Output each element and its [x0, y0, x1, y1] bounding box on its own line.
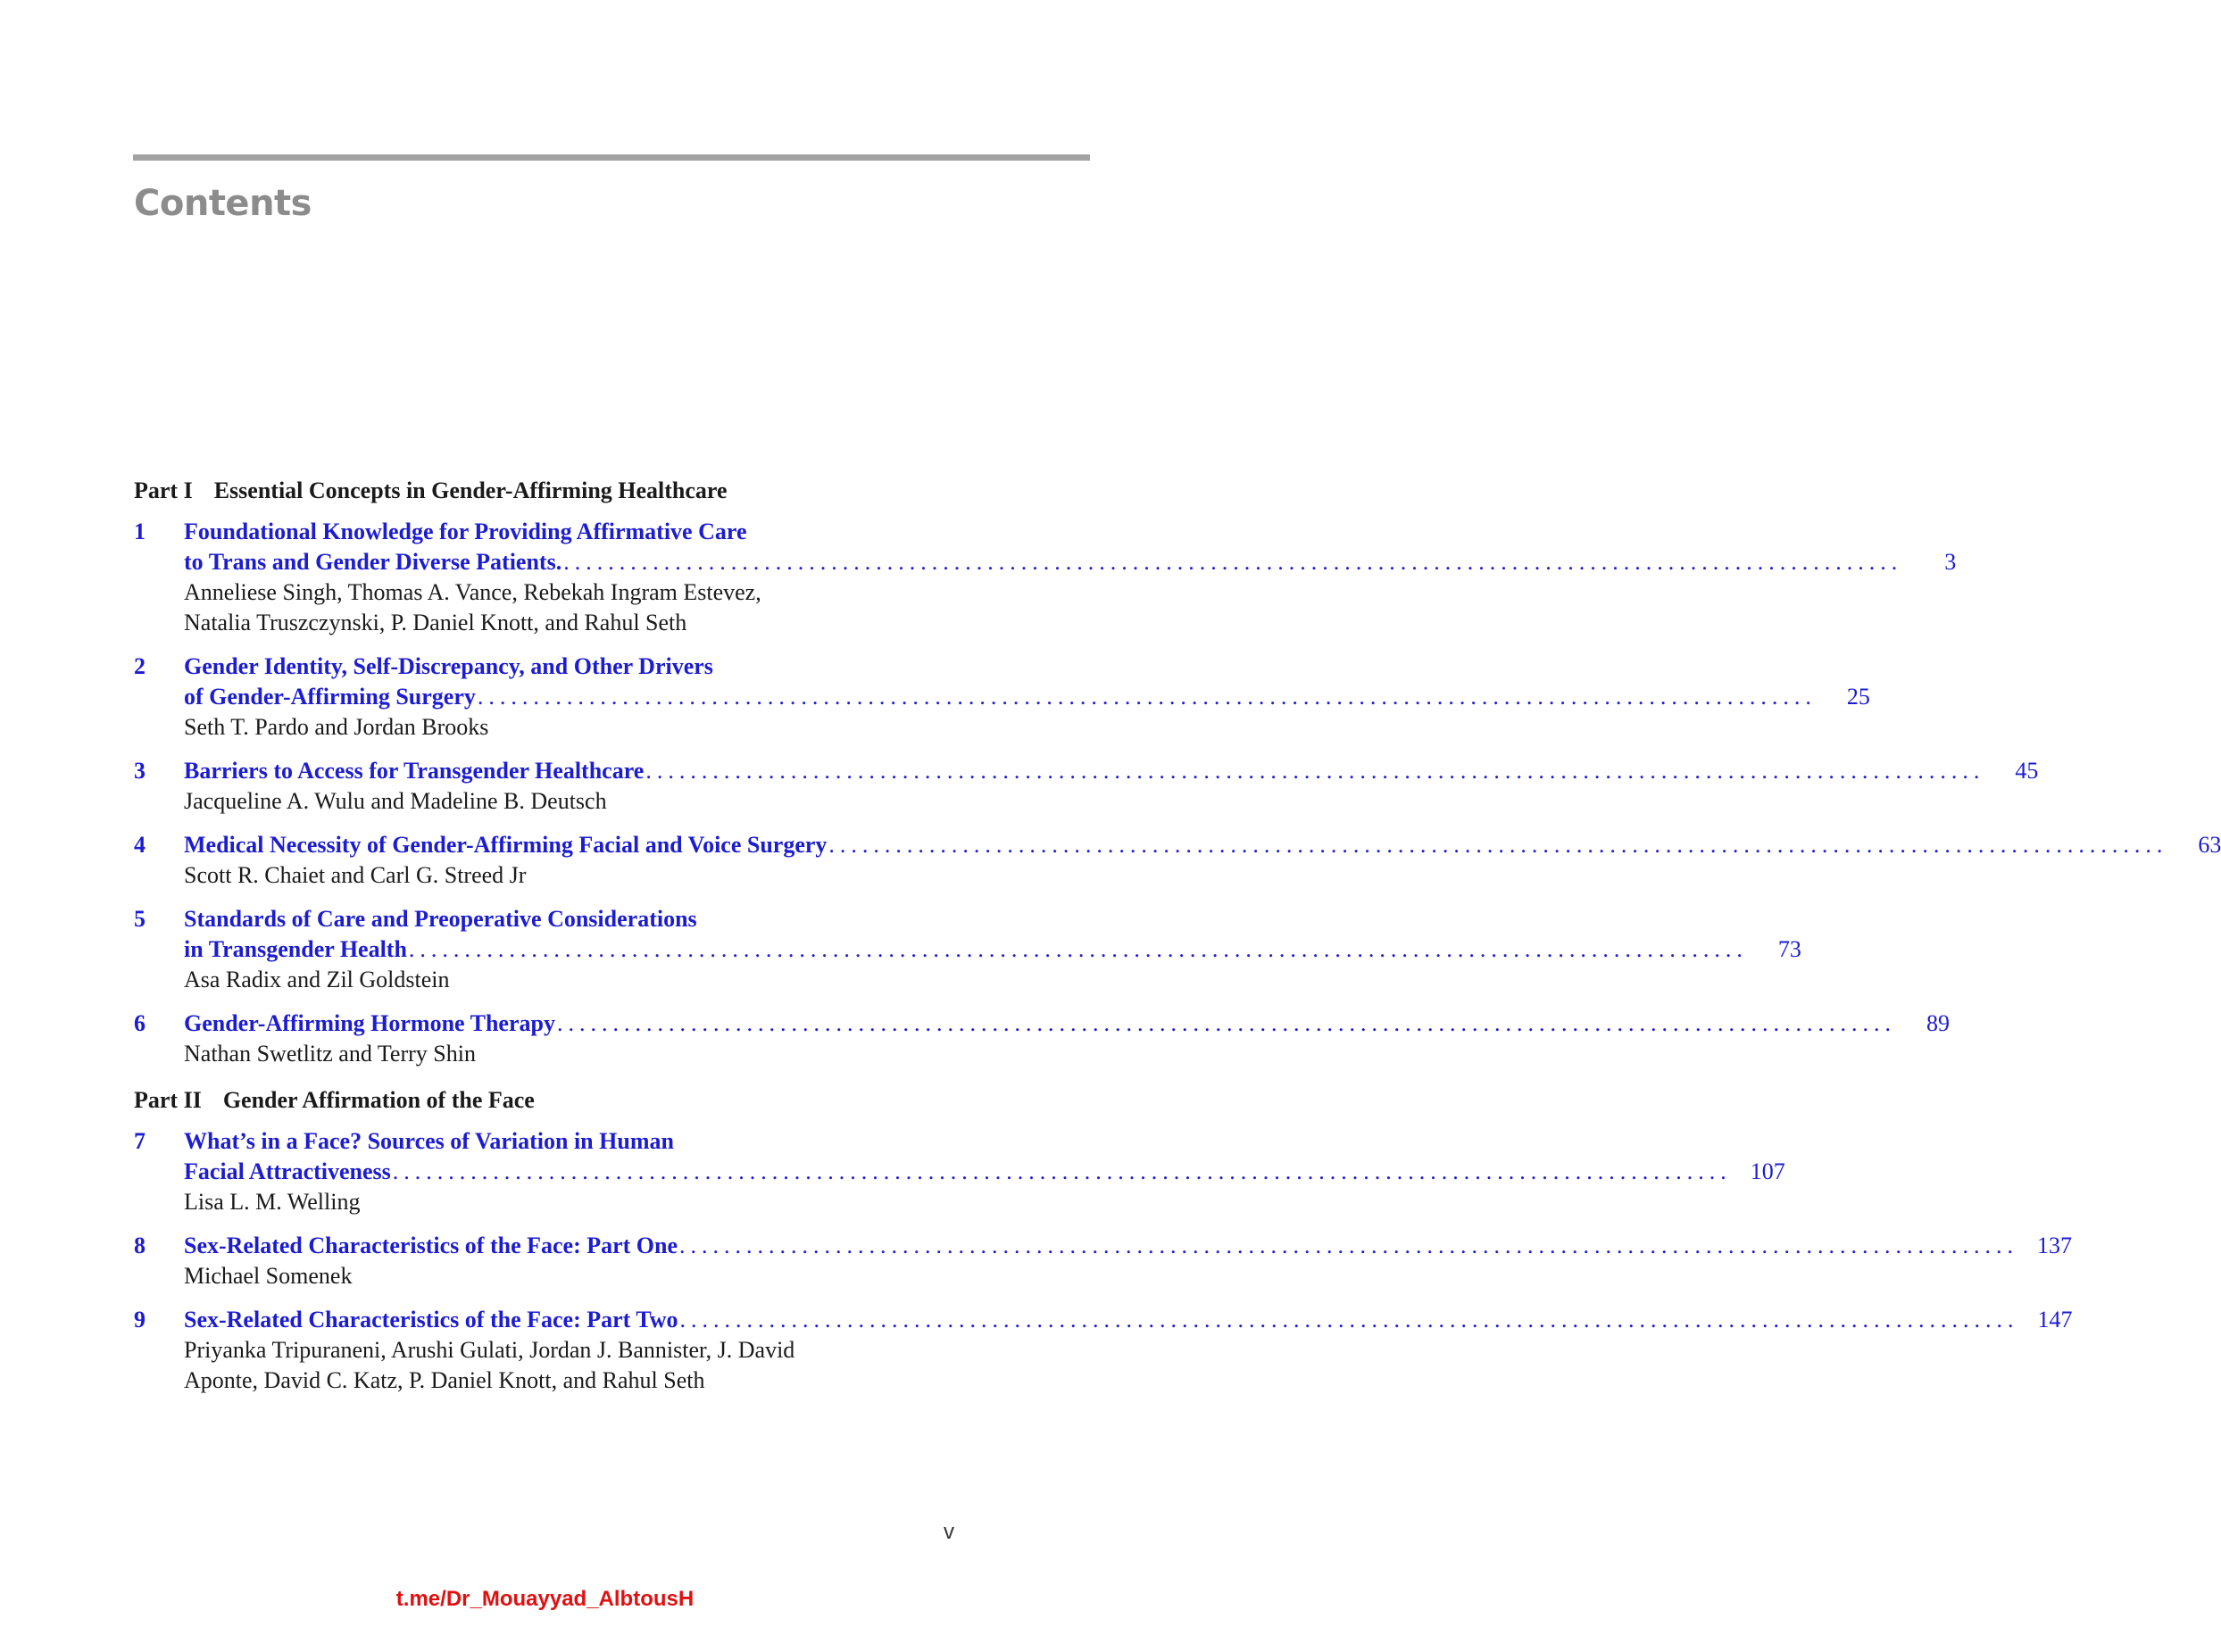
page-number-link[interactable]: 147 [2037, 1307, 2073, 1332]
chapter-authors: Jacqueline A. Wulu and Madeline B. Deutsch [184, 788, 607, 814]
chapter-authors: Scott R. Chaiet and Carl G. Streed Jr [184, 862, 527, 888]
chapter-title-row[interactable] [184, 547, 1957, 577]
toc-entry [134, 1231, 2073, 1291]
chapter-title-line[interactable]: Sex-Related Characteristics of the Face: Part Two [184, 1307, 678, 1332]
chapter-authors: Anneliese Singh, Thomas A. Vance, Rebekah Ingram Estevez, [184, 579, 761, 605]
header-rule [133, 154, 1090, 161]
toc-entry [134, 1126, 1785, 1217]
table-of-contents [134, 473, 2221, 1409]
page-number-link[interactable]: 137 [2037, 1233, 2073, 1258]
dot-leader: ........................................................................................................................ [645, 758, 1985, 784]
chapter-body [184, 652, 1870, 743]
chapter-authors: Natalia Truszczynski, P. Daniel Knott, and Rahul Seth [184, 610, 687, 635]
page-number-link[interactable]: 107 [1750, 1158, 1785, 1184]
chapter-title-line[interactable]: of Gender-Affirming Surgery [184, 684, 476, 710]
chapter-number: 7 [134, 1128, 146, 1154]
chapter-authors: Priyanka Tripuraneni, Arushi Gulati, Jordan J. Bannister, J. David [184, 1337, 795, 1363]
dot-leader: ........................................................................................................................ [679, 1307, 2019, 1332]
dot-leader: ........................................................................................................................ [556, 1010, 1896, 1036]
chapter-title-line[interactable]: Foundational Knowledge for Providing Affirmative Care [184, 519, 747, 544]
toc-entry [134, 517, 1957, 638]
page-number-link[interactable]: 25 [1846, 684, 1870, 710]
chapter-title-row[interactable] [184, 756, 2039, 786]
page-number: v [944, 1520, 954, 1544]
chapter-authors: Michael Somenek [184, 1263, 353, 1289]
page-number-link[interactable]: 89 [1926, 1010, 1950, 1036]
chapter-number: 8 [134, 1233, 146, 1258]
chapter-title-line[interactable]: in Transgender Health [184, 936, 407, 962]
watermark-link[interactable]: t.me/Dr_Mouayyad_AlbtousH [395, 1587, 695, 1611]
chapter-authors: Lisa L. M. Welling [184, 1189, 361, 1215]
chapter-title-row[interactable] [184, 1157, 1785, 1187]
part-title: Essential Concepts in Gender-Affirming Healthcare [213, 477, 728, 503]
chapter-title-line[interactable]: to Trans and Gender Diverse Patients. [184, 549, 562, 575]
chapter-number: 9 [134, 1307, 146, 1332]
chapter-authors: Asa Radix and Zil Goldstein [184, 967, 450, 992]
chapter-body [184, 756, 2039, 817]
chapter-title-row[interactable] [184, 1231, 2073, 1261]
chapter-number: 3 [134, 758, 146, 784]
chapter-title-row[interactable] [184, 830, 2221, 860]
part-heading [134, 1083, 957, 1118]
chapter-body [184, 1231, 2073, 1291]
chapter-number: 2 [134, 653, 146, 679]
chapter-title-line[interactable]: Gender Identity, Self-Discrepancy, and Other Drivers [184, 653, 713, 679]
chapter-title-row[interactable] [184, 682, 1870, 712]
chapter-authors: Aponte, David C. Katz, P. Daniel Knott, and Rahul Seth [184, 1367, 705, 1393]
chapter-title-row[interactable] [184, 1305, 2073, 1335]
chapter-title-line[interactable]: Barriers to Access for Transgender Healthcare [184, 758, 645, 784]
toc-entry [134, 904, 1801, 995]
dot-leader: ........................................................................................................................ [679, 1233, 2019, 1258]
chapter-number: 5 [134, 906, 146, 932]
page-number-link[interactable]: 63 [2198, 832, 2221, 858]
chapter-body [184, 1126, 1785, 1217]
dot-leader: ........................................................................................................................ [408, 936, 1748, 962]
dot-leader: ........................................................................................................................ [392, 1158, 1732, 1184]
dot-leader: ........................................................................................................................ [477, 684, 1817, 710]
toc-entry [134, 1305, 2073, 1396]
chapter-body [184, 904, 1801, 995]
chapter-title-line[interactable]: Gender-Affirming Hormone Therapy [184, 1010, 555, 1036]
page-number-link[interactable]: 73 [1777, 936, 1801, 962]
chapter-title-line[interactable]: What’s in a Face? Sources of Variation in Human [184, 1128, 674, 1154]
part-label: Part I [134, 477, 193, 503]
chapter-body [184, 1305, 2073, 1396]
chapter-number: 1 [134, 519, 146, 544]
chapter-authors: Nathan Swetlitz and Terry Shin [184, 1041, 476, 1067]
toc-entry [134, 830, 2221, 891]
chapter-title-row[interactable] [184, 934, 1801, 965]
part-heading [134, 473, 957, 509]
dot-leader: ........................................................................................................................ [828, 832, 2168, 858]
page-number-link[interactable]: 45 [2015, 758, 2039, 784]
dot-leader: ........................................................................................................................ [563, 549, 1903, 575]
chapter-title-line[interactable]: Facial Attractiveness [184, 1158, 391, 1184]
toc-entry [134, 756, 2039, 817]
part-label: Part II [134, 1087, 202, 1113]
chapter-body [184, 830, 2221, 891]
chapter-body [184, 1009, 1950, 1069]
chapter-title-line[interactable]: Standards of Care and Preoperative Considerations [184, 906, 697, 932]
chapter-body [184, 517, 1957, 638]
chapter-number: 4 [134, 832, 146, 858]
toc-entry [134, 1009, 1950, 1069]
chapter-number: 6 [134, 1010, 146, 1036]
chapter-title-row[interactable] [184, 1009, 1950, 1039]
chapter-authors: Seth T. Pardo and Jordan Brooks [184, 714, 489, 740]
page-number-link[interactable]: 3 [1944, 549, 1957, 575]
chapter-title-line[interactable]: Sex-Related Characteristics of the Face: Part One [184, 1233, 678, 1258]
part-title: Gender Affirmation of the Face [222, 1087, 535, 1113]
toc-entry [134, 652, 1870, 743]
page-title: Contents [134, 183, 312, 224]
chapter-title-line[interactable]: Medical Necessity of Gender-Affirming Facial and Voice Surgery [184, 832, 828, 858]
